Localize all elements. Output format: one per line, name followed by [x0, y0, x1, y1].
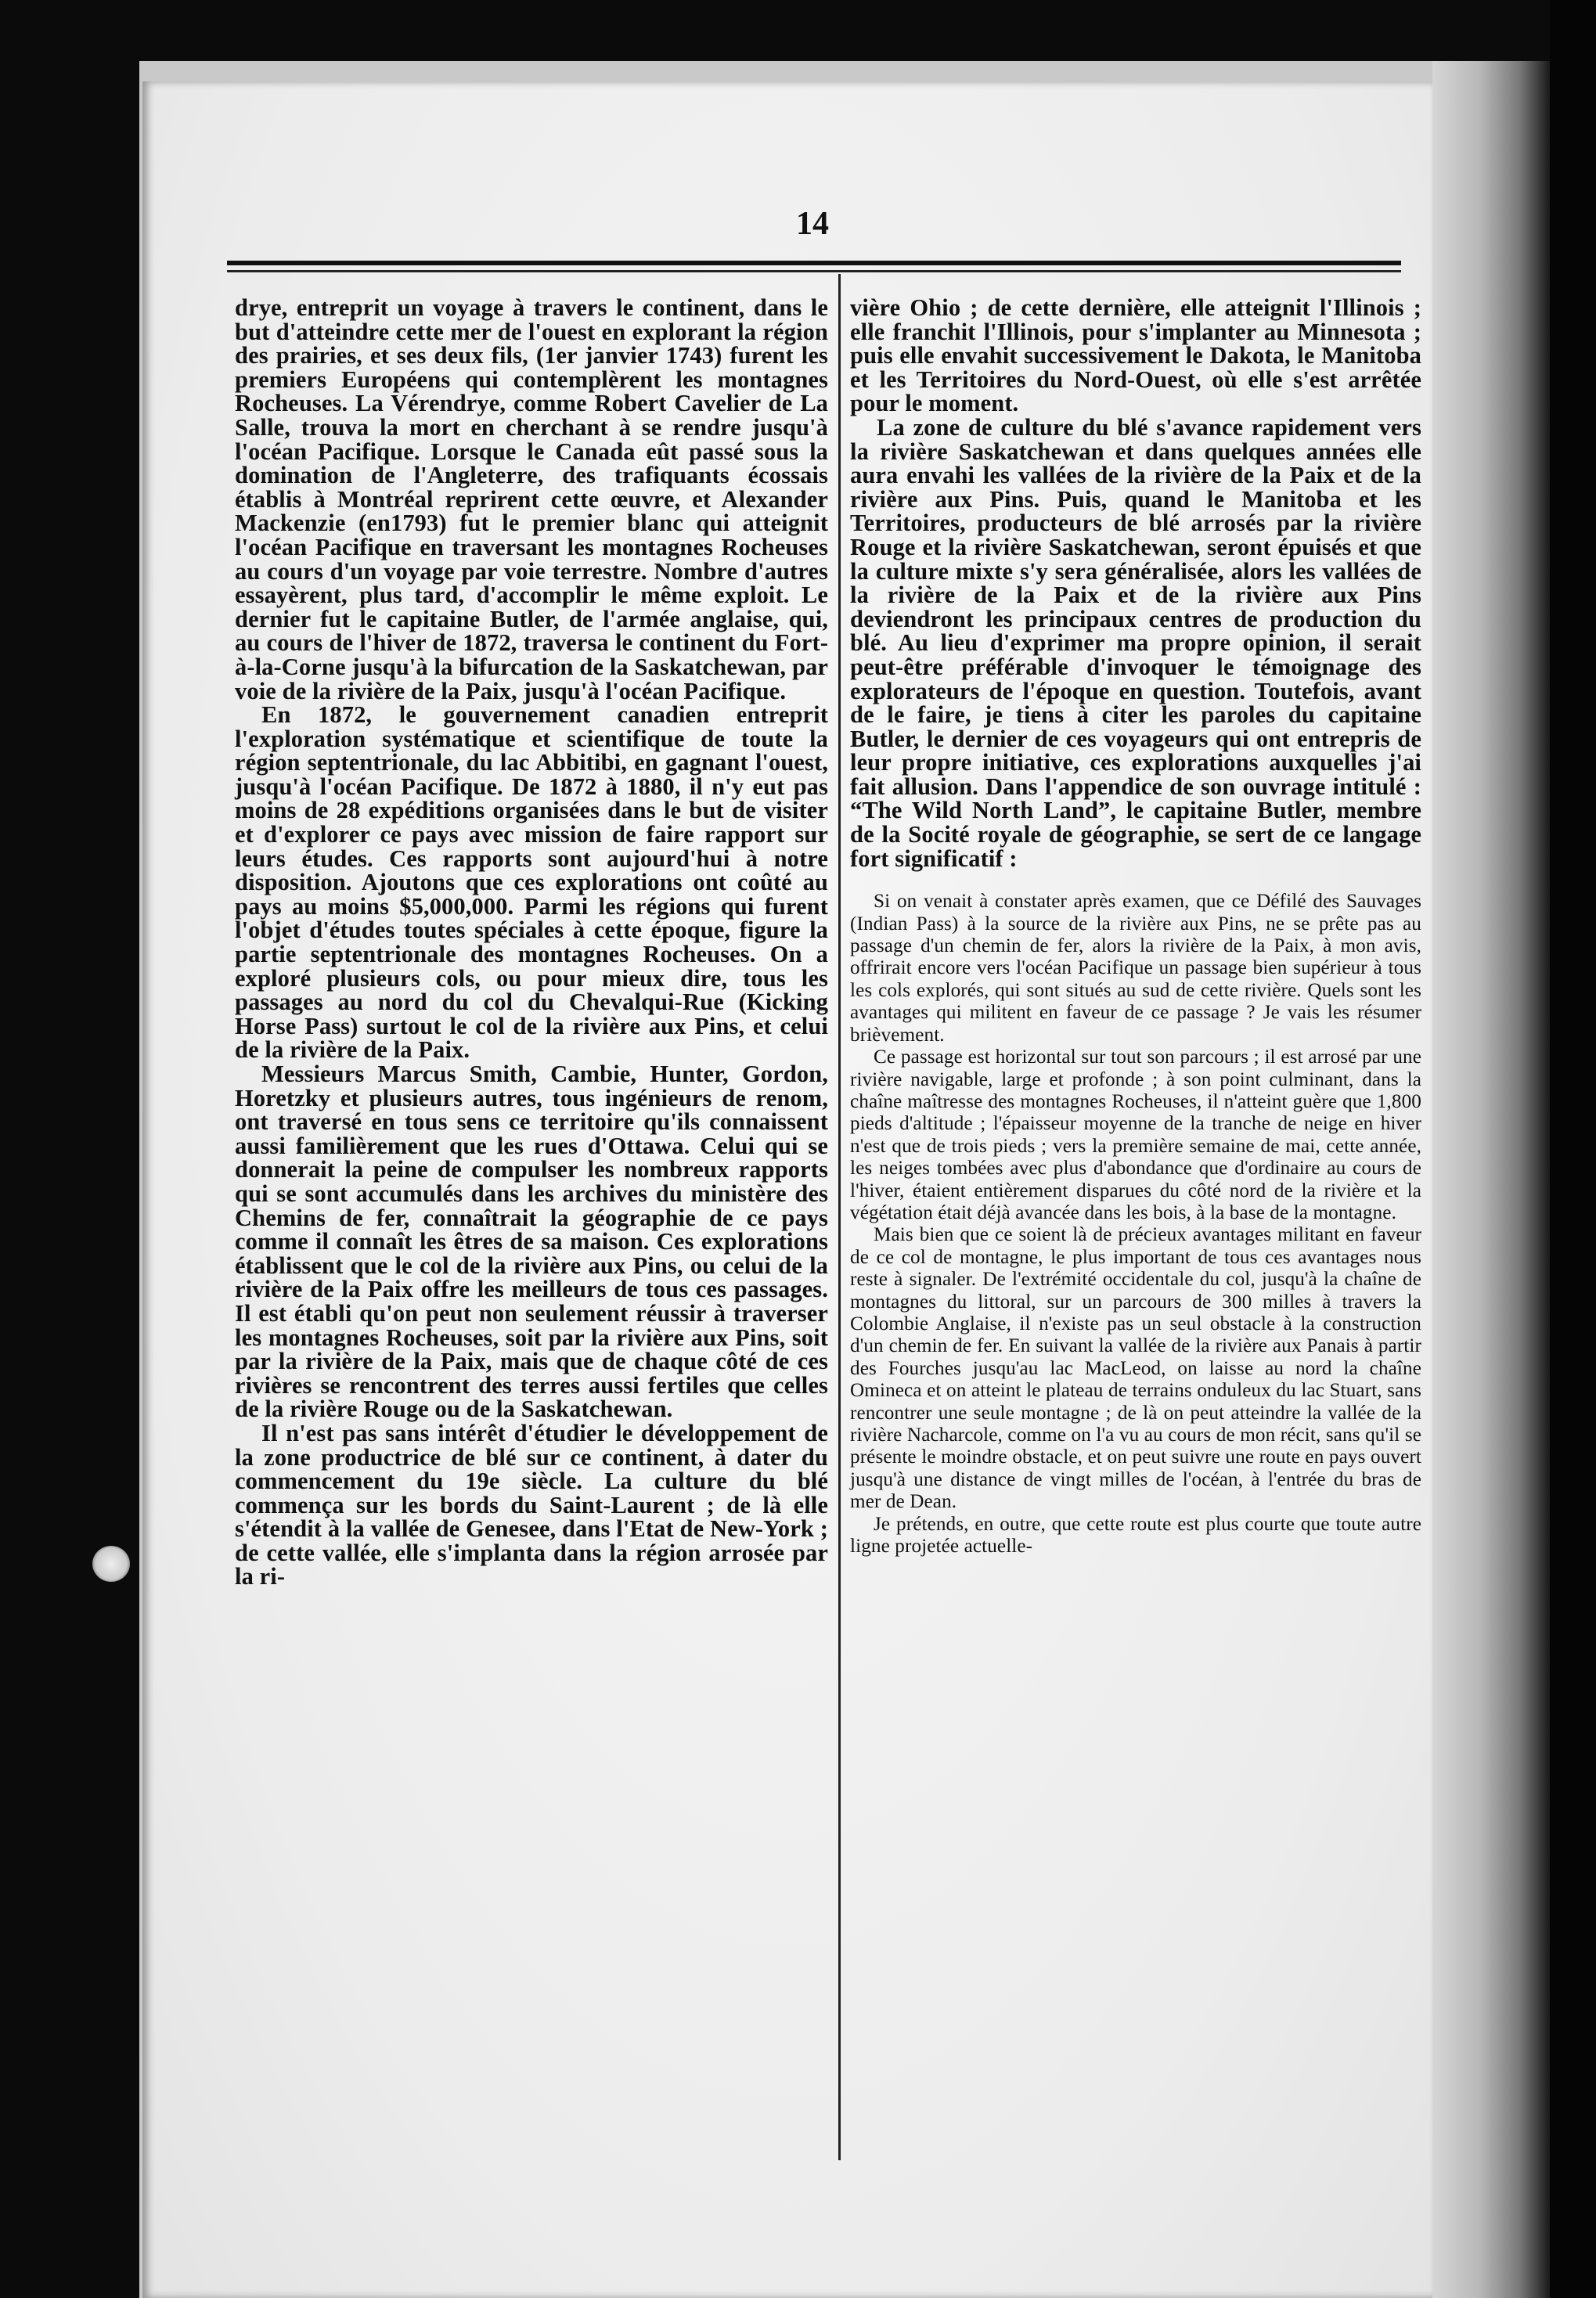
right-column	[850, 296, 1421, 1558]
paper-stain	[92, 1546, 130, 1582]
header-rule	[227, 261, 1401, 265]
left-column	[235, 296, 828, 1589]
paragraph: Messieurs Marcus Smith, Cambie, Hunter, Gordon, Horetzky et plusieurs autres, tous ingénieurs de renom, ont traversé en tous sens ce territoire qu'ils connaissent aussi familièrement que les rues d'Ottawa. Celui qui se donnerait la peine de compulser les nombreux rapports qui se sont accumulés dans les archives du ministère des Chemins de fer, connaîtrait la géographie de ce pays comme il connaît les êtres de sa maison. Ces explorations établissent que le col de la rivière aux Pins, ou celui de la rivière de la Paix offre les meilleurs de tous ces passages. Il est établi qu'on peut non seulement réussir à traverser les montagnes Rocheuses, soit par la rivière aux Pins, soit par la rivière de la Paix, mais que de chaque côté de ces rivières se rencontrent des terres aussi fertiles que celles de la rivière Rouge ou de la Saskatchewan.	[235, 1061, 828, 1423]
block-quote	[850, 891, 1421, 1558]
quote-paragraph: Si on venait à constater après examen, que ce Défilé des Sauvages (Indian Pass) à la source de la rivière aux Pins, ne se prête pas au passage d'un chemin de fer, alors la rivière de la Paix, à mon avis, offrirait encore vers l'océan Pacifique un passage bien supérieur à tous les cols explorés, qui sont situés au sud de cette rivière. Quels sont les avantages qui militent en faveur de ce passage ? Je vais les résumer brièvement.	[850, 891, 1421, 1046]
quote-paragraph: Je prétends, en outre, que cette route est plus courte que toute autre ligne projetée actuelle-	[850, 1513, 1421, 1558]
page-number: 14	[796, 206, 829, 242]
quote-paragraph: Mais bien que ce soient là de précieux avantages militant en faveur de ce col de montagne, le plus important de tous ces avantages nous reste à signaler. De l'extrémité occidentale du col, jusqu'à la chaîne de montagnes du littoral, sur un parcours de 300 milles à travers la Colombie Anglaise, il n'existe pas un seul obstacle à la construction d'un chemin de fer. En suivant la vallée de la rivière aux Panais à partir des Fourches jusqu'au lac MacLeod, on laisse au nord la chaîne Omineca et on atteint le plateau de terrains onduleux du lac Stuart, sans rencontrer une seule montagne ; de là on peut atteindre la vallée de la rivière Nacharcole, comme on l'a vu au cours de mon récit, sans qu'il se présente le moindre obstacle, et on peut suivre une route en pays ouvert jusqu'à une distance de vingt milles de l'océan, à l'entrée du bras de mer de Dean.	[850, 1224, 1421, 1513]
page-edge	[1432, 61, 1550, 2298]
column-divider	[838, 274, 841, 2160]
paragraph: Il n'est pas sans intérêt d'étudier le développement de la zone productrice de blé sur ce continent, à dater du commencement du 19e siècle. La culture du blé commença sur les bords du Saint-Laurent ; de là elle s'étendit à la vallée de Genesee, dans l'Etat de New-York ; de cette vallée, elle s'implanta dans la région arrosée par la ri-	[235, 1419, 828, 1590]
paragraph: drye, entreprit un voyage à travers le continent, dans le but d'atteindre cette mer de l'ouest en explorant la région des prairies, et ses deux fils, (1er janvier 1743) furent les premiers Européens qui contemplèrent les montagnes Rocheuses. La Vérendrye, comme Robert Cavelier de La Salle, trouva la mort en cherchant à se rendre jusqu'à l'océan Pacifique. Lorsque le Canada eût passé sous la domination de l'Angleterre, des trafiquants écossais établis à Montréal reprirent cette œuvre, et Alexander Mackenzie (en1793) fut le premier blanc qui atteignit l'océan Pacifique en traversant les montagnes Rocheuses au cours d'un voyage par voie terrestre. Nombre d'autres essayèrent, plus tard, d'accomplir le même exploit. Le dernier fut le capitaine Butler, de l'armée anglaise, qui, au cours de l'hiver de 1872, traversa le continent du Fort-à-la-Corne jusqu'à la bifurcation de la Saskatchewan, par voie de la rivière de la Paix, jusqu'à l'océan Pacifique.	[235, 294, 828, 704]
paragraph: En 1872, le gouvernement canadien entreprit l'exploration systématique et scientifique de toute la région septentrionale, du lac Abbitibi, en gagnant l'ouest, jusqu'à l'océan Pacifique. De 1872 à 1880, il n'y eut pas moins de 28 expéditions organisées dans le but de visiter et d'explorer ce pays avec mission de faire rapport sur leurs études. Ces rapports sont aujourd'hui à notre disposition. Ajoutons que ces explorations ont coûté au pays au moins $5,000,000. Parmi les régions qui furent l'objet d'études toutes spéciales à cette époque, figure la partie septentrionale des montagnes Rocheuses. On a exploré plusieurs cols, ou pour mieux dire, tous les passages au nord du col du Chevalqui-Rue (Kicking Horse Pass) surtout le col de la rivière aux Pins, et celui de la rivière de la Paix.	[235, 701, 828, 1064]
scan-border	[1550, 0, 1596, 2298]
paragraph: vière Ohio ; de cette dernière, elle atteignit l'Illinois ; elle franchit l'Illinois, pour s'implanter au Minnesota ; puis elle envahit successivement le Dakota, le Manitoba et les Territoires du Nord-Ouest, où elle s'est arrêtée pour le moment.	[850, 294, 1421, 417]
header-rule-thin	[227, 270, 1401, 272]
paragraph: La zone de culture du blé s'avance rapidement vers la rivière Saskatchewan et dans quelques années elle aura envahi les vallées de la rivière de la Paix et de la rivière aux Pins. Puis, quand le Manitoba et les Territoires, producteurs de blé arrosés par la rivière Rouge et la rivière Saskatchewan, seront épuisés et que la culture mixte s'y sera généralisée, alors les vallées de la rivière de la Paix et de la rivière aux Pins deviendront les principaux centres de production du blé. Au lieu d'exprimer ma propre opinion, il serait peut-être préférable d'invoquer le témoignage des explorateurs de l'époque en question. Toutefois, avant de le faire, je tiens à citer les paroles du capitaine Butler, le dernier de ces voyageurs qui ont entrepris de leur propre initiative, ces explorations auxquelles j'ai fait allusion. Dans l'appendice de son ouvrage intitulé : “The Wild North Land”, le capitaine Butler, membre de la Socité royale de géographie, se sert de ce langage fort significatif :	[850, 413, 1421, 872]
quote-paragraph: Ce passage est horizontal sur tout son parcours ; il est arrosé par une rivière navigable, large et profonde ; à son point culminant, dans la chaîne maîtresse des montagnes Rocheuses, il n'atteint guère que 1,800 pieds d'altitude ; l'épaisseur moyenne de la tranche de neige en hiver n'est que de trois pieds ; vers la première semaine de mai, cette année, les neiges tombées avec plus d'abondance que d'ordinaire au cours de l'hiver, étaient entièrement disparues du côté nord de la rivière et la végétation était déjà avancée dans les bois, à la base de la montagne.	[850, 1046, 1421, 1223]
